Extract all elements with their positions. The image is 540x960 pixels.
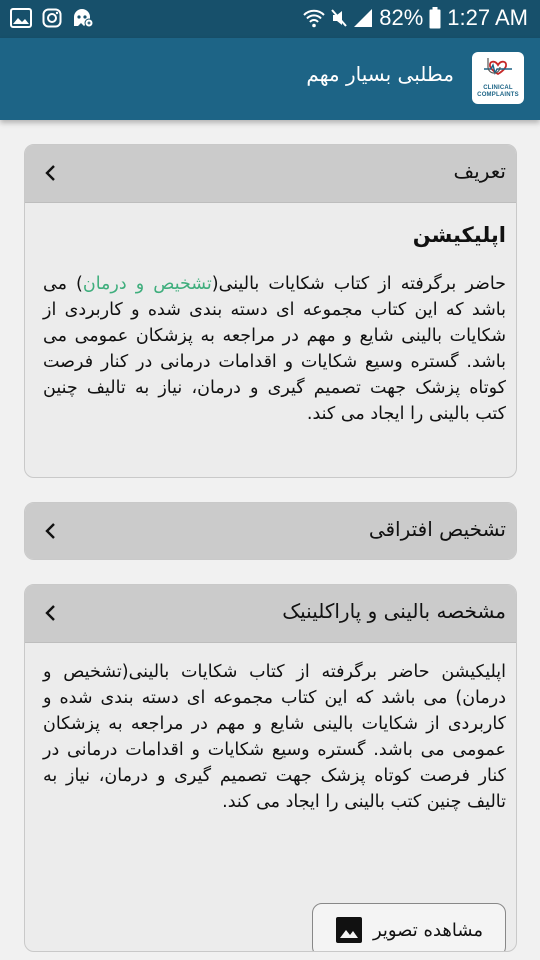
section-title: تعریف <box>453 159 506 183</box>
system-indicators <box>303 5 528 31</box>
wifi-icon <box>303 8 325 28</box>
signal-icon <box>353 8 373 28</box>
page-title: مطلبی بسیار مهم <box>306 62 454 86</box>
chevron-left-icon[interactable] <box>39 519 63 543</box>
logo-line1: CLINICAL <box>483 85 513 91</box>
section-title: مشخصه بالینی و پاراکلینیک <box>282 599 506 623</box>
chevron-left-icon[interactable] <box>39 161 63 185</box>
section-clinical-paraclinical <box>24 584 517 952</box>
view-image-button[interactable] <box>312 903 506 952</box>
status-bar <box>0 0 540 38</box>
battery-percent: 82% <box>379 5 424 30</box>
app-bar <box>0 38 540 120</box>
section-paragraph <box>43 271 506 427</box>
ghost-icon <box>72 8 94 28</box>
logo-line2: COMPLAINTS <box>477 92 519 98</box>
notification-icons <box>10 8 94 28</box>
instagram-icon <box>42 8 62 28</box>
section-differential-header[interactable] <box>25 503 516 560</box>
image-icon <box>335 916 363 944</box>
section-paragraph: اپلیکیشن حاضر برگرفته از کتاب شکایات بالینی(تشخیص و درمان) می باشد که این کتاب مجموعه ای دسته بندی شده و کاربردی از شکایات بالینی شایع و مهم در مراجعه به پزشکان عمومی می باشد. گستره وسیع شکایات و اقدامات درمانی در کنار فرصت کوتاه پزشک جهت تصمیم گیری و درمان، نیاز به تالیف چنین کتب بالینی را ایجاد می کند. <box>43 662 506 812</box>
clock: 1:27 AM <box>447 5 528 30</box>
section-definition-header[interactable] <box>25 145 516 203</box>
gallery-icon <box>10 8 32 28</box>
section-differential-diagnosis <box>24 502 517 560</box>
paragraph-text-rest: ) می باشد که این کتاب مجموعه ای دسته بندی شده و کاربردی از شکایات بالینی شایع و مهم در مراجعه به پزشکان عمومی می باشد. گستره وسیع شکایات و اقدامات درمانی در کنار فرصت کوتاه پزشک جهت تصمیم گیری و درمان، نیاز به تالیف چنین کتب بالینی را ایجاد می کند. <box>43 274 506 424</box>
section-clinical-body <box>25 643 516 825</box>
book-link[interactable]: تشخیص و درمان <box>82 274 212 294</box>
app-logo <box>472 52 524 104</box>
view-image-label: مشاهده تصویر <box>372 919 484 941</box>
mute-icon <box>331 8 347 28</box>
section-clinical-header[interactable] <box>25 585 516 643</box>
section-definition <box>24 144 517 478</box>
section-heading: اپلیکیشن <box>412 223 506 247</box>
section-title: تشخیص افتراقی <box>368 517 506 541</box>
chevron-left-icon[interactable] <box>39 601 63 625</box>
stethoscope-heart-icon <box>482 55 514 85</box>
section-definition-body <box>25 203 516 437</box>
battery-icon <box>429 7 441 29</box>
paragraph-text-start: حاضر برگرفته از کتاب شکایات بالینی( <box>211 274 506 294</box>
